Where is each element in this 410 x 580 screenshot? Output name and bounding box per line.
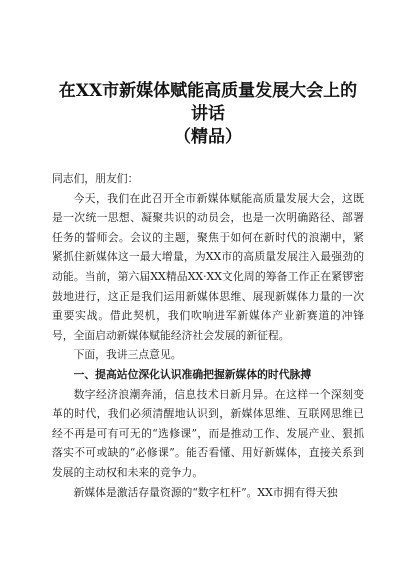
paragraph-section-1: 数字经济浪潮奔涌，信息技术日新月异。在这样一个深刻变革的时代，我们必须清醒地认识到，新媒体思维、互联网思维已经不再是可有可无的“选修课”，而是推动工作、发展产业、狠抓落实不可或缺的“必修课”。能否看懂、用好新媒体，直接关系到发展的主动权和未来的竞争力。 — [52, 387, 364, 479]
salutation: 同志们，朋友们： — [52, 172, 139, 185]
paragraph-opening: 今天，我们在此召开全市新媒体赋能高质量发展大会，这既是一次统一思想、凝聚共识的动员会，也是一次明确路径、部署任务的誓师会。会议的主题，聚焦于如何在新时代的浪潮中，紧紧抓住新媒体这一最大增量，为XX市的高质量发展注入最强劲的动能。当前，第六届XX精品XX·XX文化周的筹备工作正在紧锣密鼓地进行，这正是我们运用新媒体思维、展现新媒体力量的一次重要实战。借此契机，我们吹响进军新媒体产业新赛道的冲锋号，全面启动新媒体赋能经济社会发展的新征程。 — [52, 191, 364, 342]
document-body — [52, 169, 364, 502]
document-title — [52, 80, 364, 149]
paragraph-transition: 下面，我讲三点意见。 — [73, 348, 182, 362]
title-line-2: （精品） — [174, 127, 242, 147]
section-heading-1: 一、提高站位深化认识准确把握新媒体的时代脉搏 — [73, 367, 312, 381]
title-line-1: 在XX市新媒体赋能高质量发展大会上的讲话 — [58, 81, 358, 124]
paragraph-section-1-cont: 新媒体是激活存量资源的“数字杠杆”。XX市拥有得天独 — [73, 485, 338, 499]
